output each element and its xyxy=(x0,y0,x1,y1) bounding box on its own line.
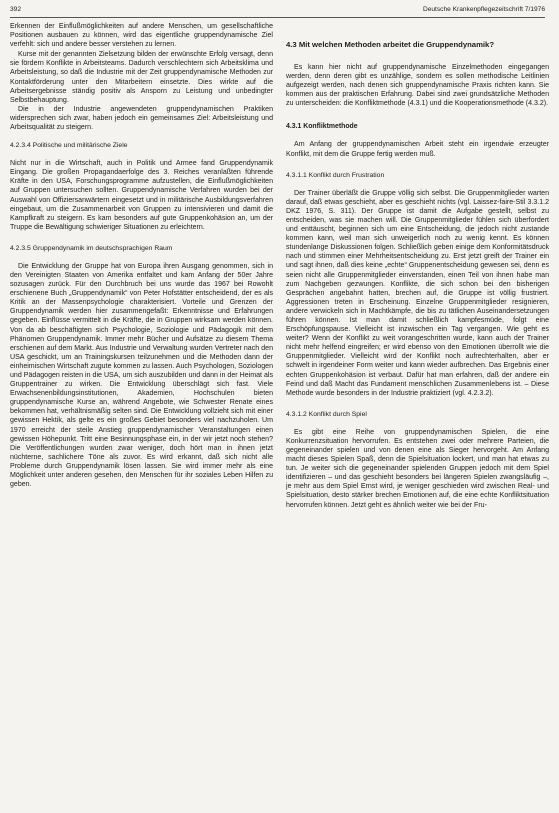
paragraph: Nicht nur in die Wirtschaft, auch in Politik und Armee fand Gruppendynamik Eingang. Die großen Propagandaerfolge des 3. Reiches veranlaßten führende Kräfte in den USA, Forschungsprogramme aufzustellen, die Einflußmöglichkeiten auf Gruppen untersuchen sollten. Gruppendynamische Verfahren wurden bei der Auswahl von Offiziersanwärtern eingesetzt und in militärische Ausbildungsverfahren eingebaut, um die Zusammenarbeit von Gruppen zu intensivieren und damit die Kampfkraft zu steigern. Es kam besonders auf gute Gruppenkohäsion an, um der Truppe die Bewältigung schwieriger Situationen zu erleichtern. xyxy=(10,160,273,231)
paragraph: Am Anfang der gruppendynamischen Arbeit steht ein irgendwie erzeugter Konflikt, mit dem die Gruppe fertig werden muß. xyxy=(286,141,549,158)
paragraph: Es kann hier nicht auf gruppendynamische Einzelmethoden eingegangen werden, denn deren gibt es unzählige, sondern es sollen methodische Leitlinien aufgezeigt werden, nach denen sich gruppendynamische Praxis richten kann. Sie kommen aus der praktischen Erfahrung. Dabei sind zwei grundsätzliche Methoden zu unterscheiden: die Konfliktmethode (4.3.1) und die Kooperationsmethode (4.3.2). xyxy=(286,64,549,108)
journal-reference: Deutsche Krankenpflegezeitschrift 7/1976 xyxy=(422,6,545,13)
paragraph: Erkennen der Einflußmöglichkeiten auf andere Menschen, um gesellschaftliche Positionen ausbauen zu können, wird das eigentliche gruppendynamische Ziel verfehlt: sich und andere besser verstehen zu lernen. xyxy=(10,23,273,49)
running-head xyxy=(10,5,545,18)
section-heading-4-3-1-1: 4.3.1.1 Konflikt durch Frustration xyxy=(286,171,385,179)
section-heading-4-2-3-5: 4.2.3.5 Gruppendynamik im deutschsprachigen Raum xyxy=(10,244,173,252)
paragraph: Es gibt eine Reihe von gruppendynamischen Spielen, die eine Konkurrenzsituation hervorrufen. Es entstehen zwei oder mehrere Parteien, die gegeneinander spielen und von denen eine als Sieger hervorgeht. Am Anfang macht dieses Spielen Spaß, denn die Spielsituation lockert, und man hat etwas zu tun. Je weiter sich die gegeneinander spielenden Gruppen jedoch mit dem Spiel identifizieren – und das geschieht besonders bei längeren Spielen zwangsläufig –, je mehr aus dem Spiel Ernst wird, je weniger geschieden wird zwischen Real- und Spielsituation, desto stärker brechen Emotionen auf, die eine echte Konfliktsituation hervorrufen können. Jetzt geht es ähnlich weiter wie bei der Fru- xyxy=(286,428,549,509)
section-heading-4-3-1: 4.3.1 Konfliktmethode xyxy=(286,123,358,131)
paragraph: Der Trainer überläßt die Gruppe völlig sich selbst. Die Gruppenmitglieder warten darauf, daß etwas geschieht, aber es geschieht nichts (vgl. Laissez-faire-Stil 3.3.1.2 DKZ 1976, S. 311). Der Gruppe ist damit die Aufgabe gestellt, selbst zu entscheiden, was sie machen will. Die Gruppenmitglieder fühlen sich überfordert und enttäuscht, beginnen sich um eine Entscheidung, die jedoch nicht zustande kommen kann, weil man sich unweigerlich noch zu wenig kennt. Es können stundenlange Diskussionen folgen. Schließlich geben einige dem Konformitätsdruck nach und stimmen einer Mehrheitsentscheidung zu. Erst jetzt greift der Trainer ein und sagt ihnen, daß dies keine „echte“ Gruppenentscheidung gewesen sei, denn es seien nicht alle Gruppenmitglieder einverstanden, einen Teil von ihnen habe man zum Nachgeben gezwungen. Konflikte, die sich schon bei den bisherigen Gesprächen angebahnt hatten, brechen auf, die Gruppe ist völlig frustriert. Aggressionen treten in Erscheinung. Einzelne Gruppenmitglieder resignieren, andere verwickeln sich in Machtkämpfe, die bis zu tätlichen Auseinandersetzungen führen können. Ist man damit schließlich kampfesmüde, folgt eine Erschöpfungspause. Vielleicht ist inzwischen ein Tag vergangen. Wie geht es weiter? Wenn der Konflikt zu weit vorangeschritten wurde, kann auch der Trainer nicht mehr helfend eingreifen; er wird ebenso von den Emotionen überrollt wie die Gruppenmitglieder. Vielleicht wird der Konflikt noch aufrechterhalten, aber er schwelt in irgendeiner Form weiter und kann wieder aufbrechen. Das Ergebnis einer echten Gruppenkohäsion ist verbaut. Dafür hat man erfahren, daß der andere ein Feind und daß Macht das Fundament menschlichen Zusammenlebens ist. – Diese Methode wurde besonders in der Industrie praktiziert (vgl. 4.2.3.2). xyxy=(286,189,549,397)
section-heading-4-3-1-2: 4.3.1.2 Konflikt durch Spiel xyxy=(286,410,367,418)
paragraph: Kurse mit der genannten Zielsetzung bilden der erwünschte Erfolg versagt, denn sie fördern Konflikte in Arbeitsteams. Dadurch verschlechtern sich Arbeitsklima und Arbeitsleistung, so daß die Industrie mit der Zeit gruppendynamische Methoden zur Kontaktförderung unter den Mitarbeitern einsetzte. Dies wirkte auf die Arbeitsergebnisse ständig positiv als Ansporn zu Leistung und unbedingter Selbstbehauptung. xyxy=(10,51,273,104)
right-column xyxy=(286,22,549,808)
left-column xyxy=(10,22,273,808)
section-heading-4-3: 4.3 Mit welchen Methoden arbeitet die Gruppendynamik? xyxy=(286,40,495,49)
paragraph: Die in der Industrie angewendeten gruppendynamischen Praktiken widersprechen sich zwar, haben jedoch ein gemeinsames Ziel: Arbeitsleistung und Arbeitsqualität zu steigern. xyxy=(10,105,273,132)
paragraph: Die Entwicklung der Gruppe hat von Europa ihren Ausgang genommen, sich in den Vereinigten Staaten von Amerika entfaltet und kam Anfang der 50er Jahre sozusagen zurück. Für den Durchbruch bei uns wurde das 1967 bei Rowohlt erschienene Buch „Gruppendynamik“ von Peter Hofstätter entscheidend, der es als Kritik an der Massenpsychologie charakterisiert. Vorteile und Grenzen der Gruppendynamik werden hier zusammengefaßt: Erkenntnisse und Erfahrungen gegeben. Einflüsse vermittelt in die Kräfte, die in Gruppen wirksam werden können. Von da ab beschäftigten sich Psychologie, Soziologie und Pädagogik mit dem Phänomen Gruppendynamik. Immer mehr Bücher und Aufsätze zu diesem Thema erschienen auf dem Markt. Aus Industrie und Verwaltung wurden Vertreter nach den USA geschickt, um an Trainingskursen teilzunehmen und die Methoden dann der einheimischen Wirtschaft zugute kommen zu lassen. Auch Psychologen, Soziologen und Pädagogen reisten in die USA, um sich auszubilden und dann in der Heimat als Gruppentrainer zu wirken. Die Entwicklung überschlägt sich fast. Viele Erwachsenenbildungsinstitutionen, Akademien, Hochschulen bieten gruppendynamische Kurse an, während Angebote, wie Schwester Renate eines bekommen hat, verhältnismäßig selten sind. Die Entwicklung vollzieht sich mit einer gewissen Hektik, als gelte es ein großes Gebiet besonders viel nachzuholen. Um 1970 erreicht der steile Anstieg gruppendynamischer Veranstaltungen einen gewissen Höhepunkt. Tritt eine Besinnungsphase ein, in der wir jetzt noch stehen? Die Veröffentlichungen wurden zwar weniger, doch hört man in ihnen jetzt nüchterne, sachlichere Töne als zuvor. Es wird erkannt, daß sich nicht alle Probleme durch Gruppendynamik lösen lassen. Sie wird immer mehr als eine Möglichkeit unter anderen gesehen, den Menschen für ihr soziales Leben Hilfen zu geben. xyxy=(10,262,273,489)
section-heading-4-2-3-4: 4.2.3.4 Politische und militärische Ziele xyxy=(10,142,128,150)
page-number: 392 xyxy=(10,6,22,13)
